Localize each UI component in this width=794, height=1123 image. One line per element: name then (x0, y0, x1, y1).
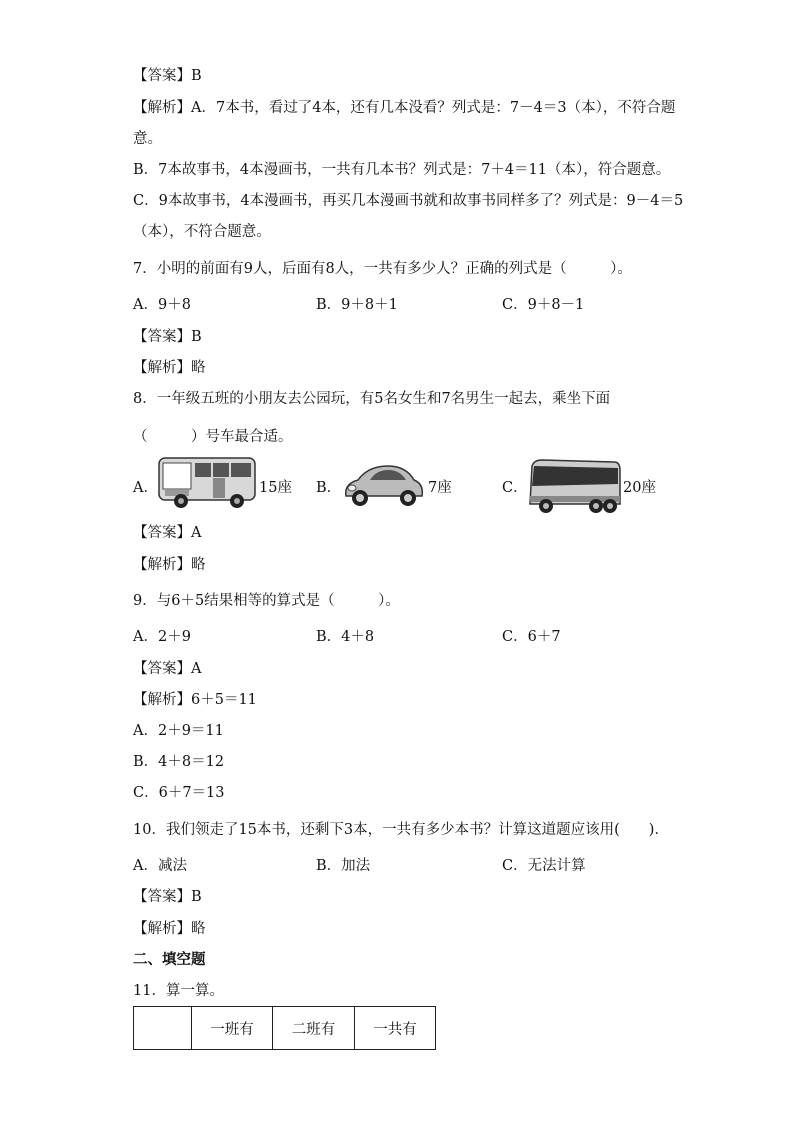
coach-bus-icon (526, 456, 622, 518)
answer-7: 【答案】B (133, 329, 202, 345)
q9-option-b: B．4＋8 (316, 629, 375, 645)
q7-option-c: C．9＋8－1 (502, 297, 585, 313)
question-9: 9．与6＋5结果相等的算式是（ ）。 (133, 593, 400, 609)
analysis-7: 【解析】略 (133, 360, 206, 376)
q10-option-a: A．减法 (133, 858, 187, 874)
question-7: 7．小明的前面有9人，后面有8人，一共有多少人？正确的列式是（ ）。 (133, 261, 632, 277)
analysis-prev-b: B．7本故事书，4本漫画书，一共有几本书？列式是：7＋4＝11（本），符合题意。 (133, 162, 671, 178)
q9-option-c: C．6＋7 (502, 629, 561, 645)
q7-option-a: A．9＋8 (133, 297, 191, 313)
q11-table (133, 1006, 436, 1050)
analysis-9: 【解析】6＋5＝11 (133, 692, 257, 708)
analysis-9-c: C．6＋7＝13 (133, 785, 225, 801)
q8-option-a-label: A． (133, 480, 158, 496)
q8-option-a-seats: 15座 (259, 480, 292, 496)
city-bus-icon (157, 454, 259, 510)
table-header-class2: 二班有 (273, 1007, 355, 1050)
q8-option-b-seats: 7座 (428, 480, 452, 496)
table-header-class1: 一班有 (192, 1007, 273, 1050)
section-heading: 二、填空题 (133, 951, 206, 968)
analysis-prev-c-cont: （本），不符合题意。 (133, 224, 271, 240)
analysis-9-b: B．4＋8＝12 (133, 754, 225, 770)
table-header-total: 一共有 (355, 1007, 436, 1050)
answer-prev: 【答案】B (133, 68, 202, 84)
answer-8: 【答案】A (133, 525, 202, 541)
table-cell-blank (134, 1007, 192, 1050)
question-10: 10．我们领走了15本书，还剩下3本，一共有多少本书？计算这道题应该用( )． (133, 822, 669, 838)
q10-option-c: C．无法计算 (502, 858, 586, 874)
q8-option-c-label: C． (502, 480, 528, 496)
analysis-prev: 【解析】A．7本书，看过了4本，还有几本没看？列式是：7－4＝3（本），不符合题 (133, 100, 676, 116)
q7-option-b: B．9＋8＋1 (316, 297, 398, 313)
question-8: 8．一年级五班的小朋友去公园玩，有5名女生和7名男生一起去，乘坐下面 (133, 391, 611, 407)
q8-option-b-label: B． (316, 480, 342, 496)
analysis-prev-c: C．9本故事书，4本漫画书，再买几本漫画书就和故事书同样多了？列式是：9－4＝5 (133, 193, 684, 209)
analysis-prev-cont: 意。 (133, 131, 162, 147)
question-8-cont: （ ）号车最合适。 (133, 429, 293, 445)
question-11: 11．算一算。 (133, 983, 224, 999)
analysis-8: 【解析】略 (133, 557, 206, 573)
q8-option-c-seats: 20座 (623, 480, 656, 496)
beetle-car-icon (340, 460, 426, 510)
answer-9: 【答案】A (133, 661, 202, 677)
table-row (134, 1007, 436, 1050)
q9-option-a: A．2＋9 (133, 629, 191, 645)
answer-10: 【答案】B (133, 889, 202, 905)
q10-option-b: B．加法 (316, 858, 371, 874)
analysis-9-a: A．2＋9＝11 (133, 723, 224, 739)
analysis-10: 【解析】略 (133, 921, 206, 937)
